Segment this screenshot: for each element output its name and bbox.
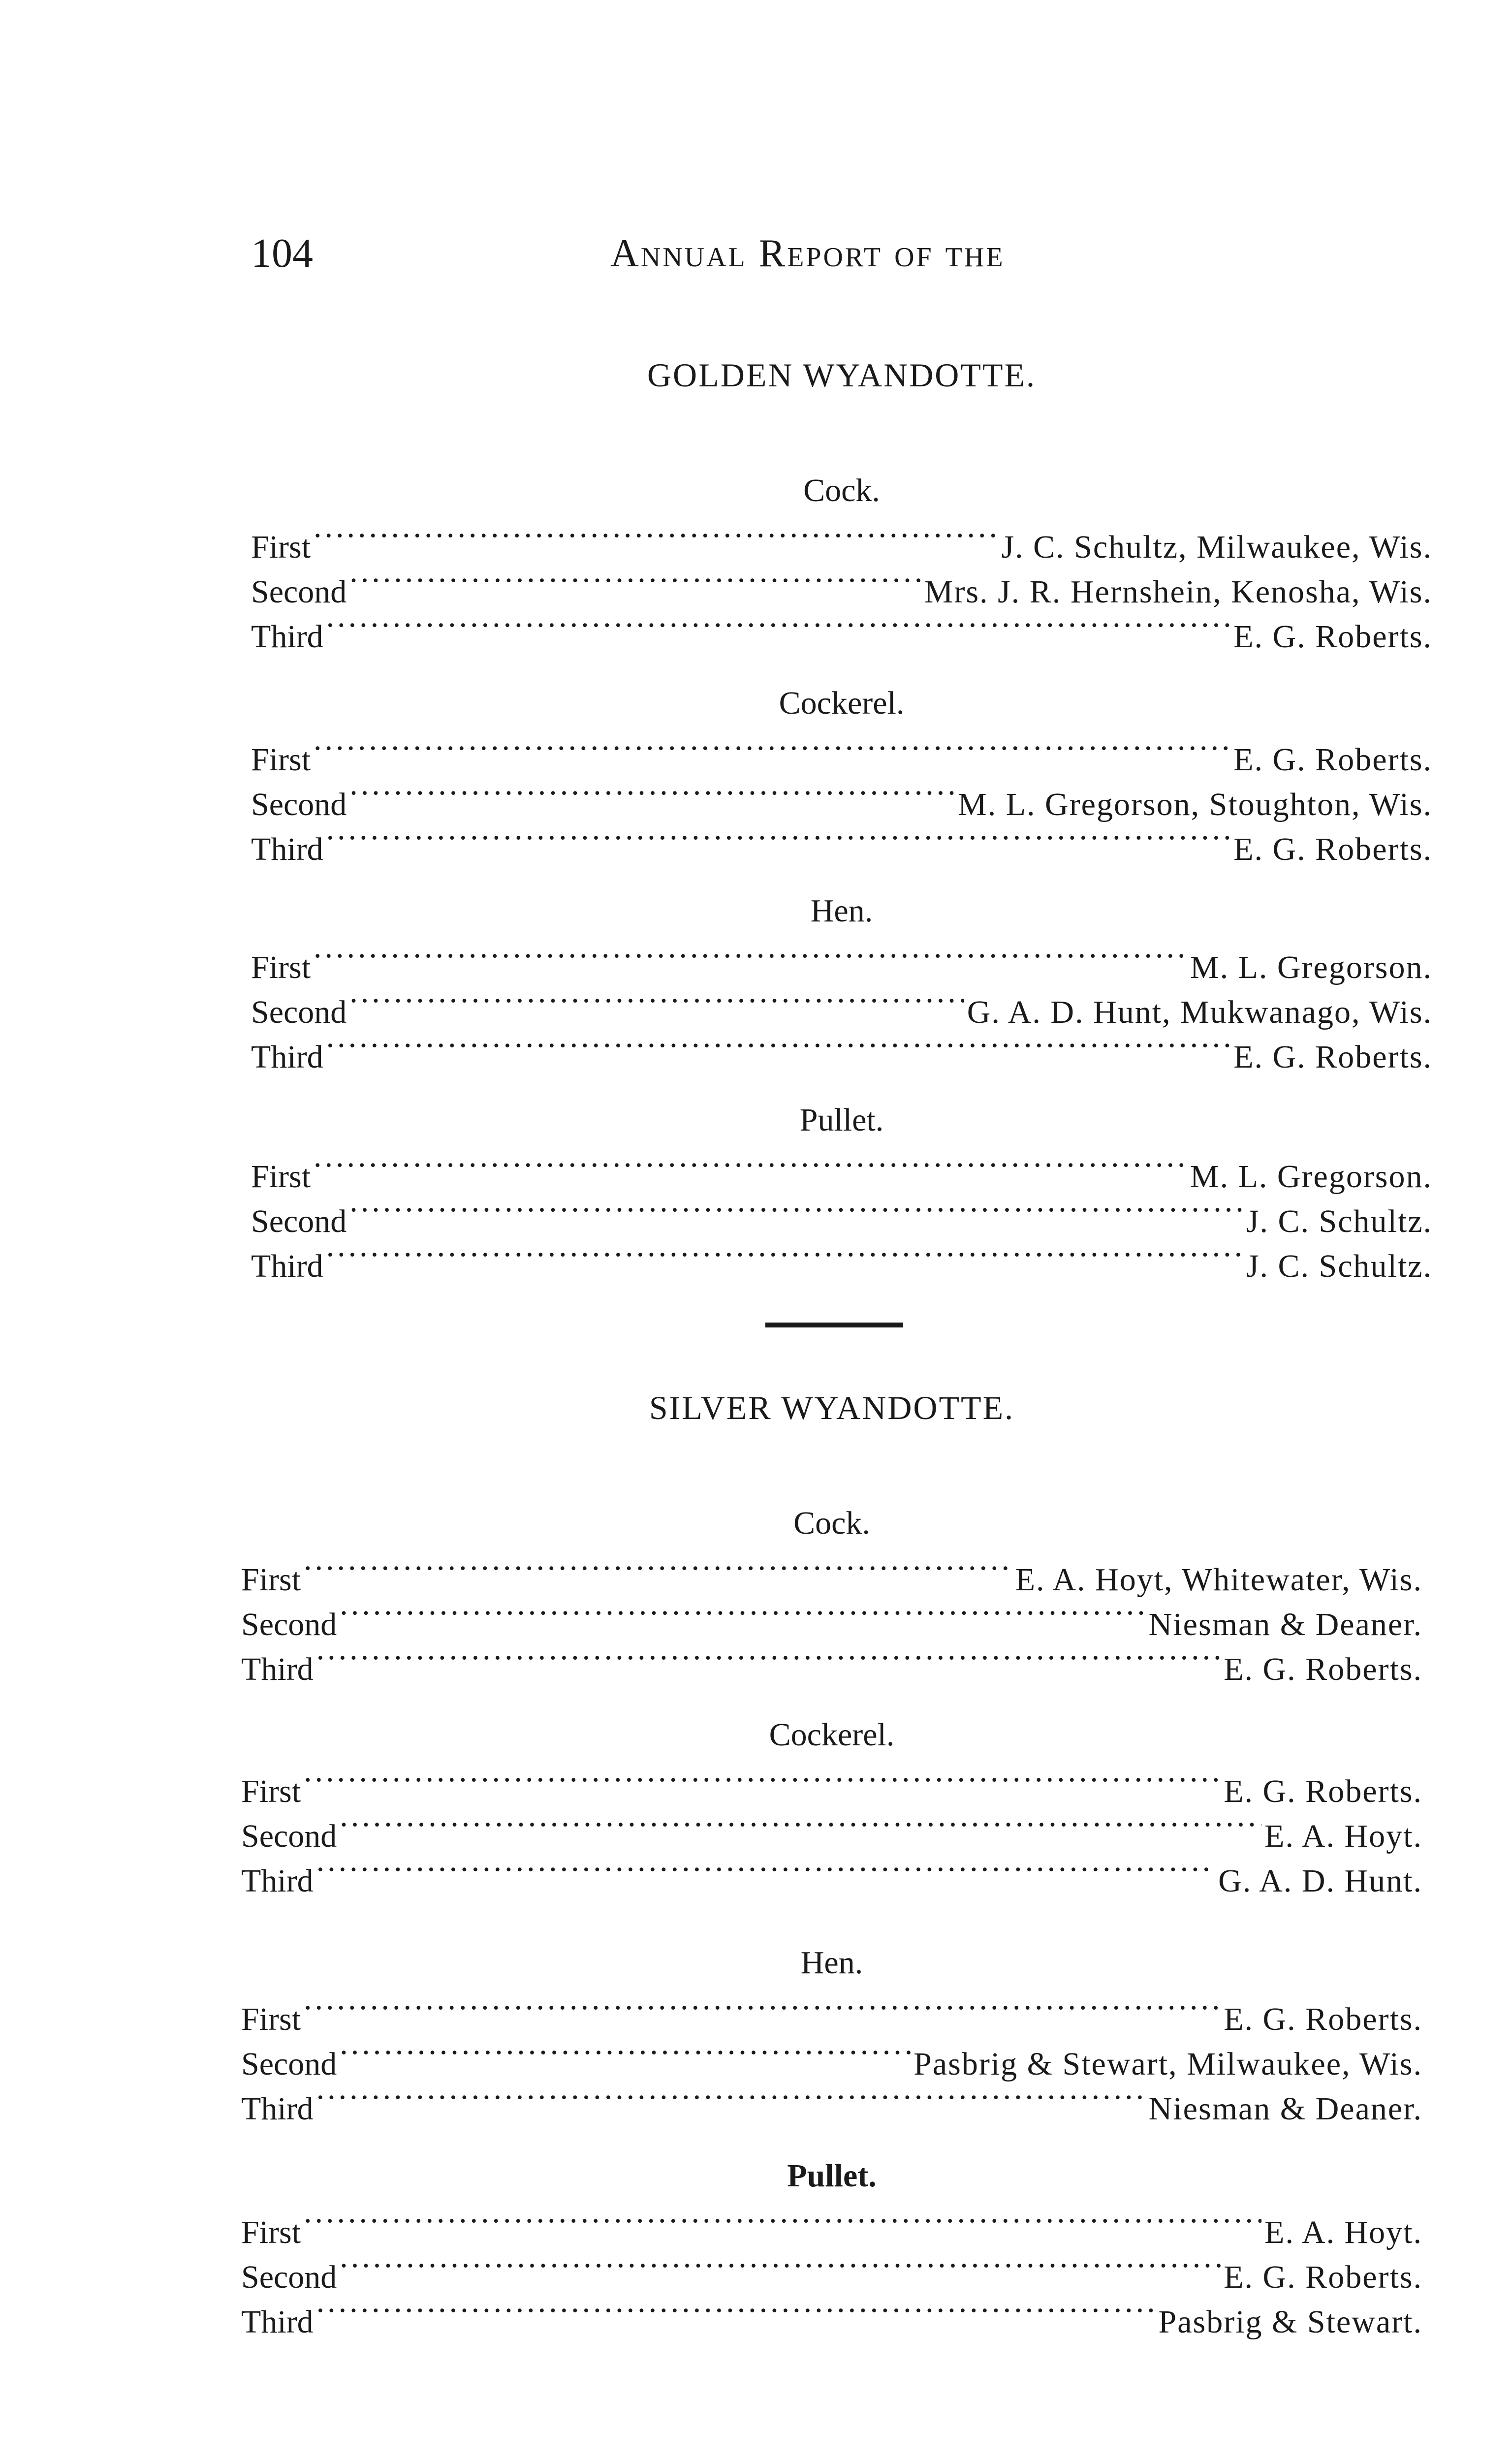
dot-leader (340, 1802, 1261, 1847)
award-entry (241, 1847, 1422, 1899)
award-place: Third (251, 1248, 323, 1284)
dot-leader (304, 1985, 1221, 2030)
award-winner: Niesman & Deaner. (1148, 1607, 1422, 1642)
award-winner: E. G. Roberts. (1233, 742, 1432, 778)
dot-leader (340, 2030, 911, 2075)
class-title: Cockerel. (769, 1717, 895, 1753)
award-entry (241, 1985, 1422, 2037)
dot-leader (304, 2198, 1261, 2243)
award-place: Second (251, 994, 347, 1030)
dot-leader (340, 2243, 1221, 2288)
award-place: First (251, 529, 311, 565)
award-winner: M. L. Gregorson. (1190, 1159, 1432, 1195)
award-winner: E. G. Roberts. (1233, 619, 1432, 655)
section-silver-wyandotte (241, 1383, 1422, 2340)
award-winner: Niesman & Deaner. (1148, 2091, 1422, 2127)
dot-leader (326, 602, 1231, 647)
class-block-cockerel (251, 681, 1432, 867)
class-title: Cock. (793, 1505, 870, 1541)
award-place: Third (251, 619, 323, 655)
award-place: Second (241, 1607, 337, 1642)
award-entry (251, 1142, 1432, 1195)
award-winner: E. G. Roberts. (1233, 1039, 1432, 1075)
dot-leader (340, 1590, 1145, 1635)
award-winner: Pasbrig & Stewart. (1158, 2304, 1422, 2340)
award-entry (251, 513, 1432, 565)
dot-leader (349, 770, 955, 815)
award-winner: E. G. Roberts. (1233, 831, 1432, 867)
class-block-pullet (241, 2154, 1422, 2340)
class-block-cockerel (241, 1713, 1422, 1899)
class-title: Hen. (800, 1945, 863, 1981)
award-place: First (241, 1773, 301, 1809)
dot-leader (314, 1142, 1187, 1187)
award-winner: E. A. Hoyt, Whitewater, Wis. (1015, 1562, 1422, 1598)
award-place: Third (241, 1651, 314, 1687)
dot-leader (314, 726, 1230, 770)
dot-leader (316, 2075, 1146, 2119)
award-place: Second (251, 1203, 347, 1239)
award-place: First (251, 1159, 311, 1195)
dot-leader (326, 1232, 1243, 1277)
award-winner: J. C. Schultz, Milwaukee, Wis. (1001, 529, 1432, 565)
running-title: Annual Report of the (610, 232, 1005, 275)
class-block-cock (251, 469, 1432, 655)
class-title: Pullet. (787, 2158, 877, 2194)
award-place: Third (241, 2304, 314, 2340)
dot-leader (316, 1635, 1221, 1680)
dot-leader (349, 978, 964, 1023)
award-winner: J. C. Schultz. (1246, 1203, 1432, 1239)
award-winner: M. L. Gregorson. (1190, 949, 1432, 985)
award-entry (241, 1802, 1422, 1854)
award-place: First (251, 949, 311, 985)
award-winner: M. L. Gregorson, Stoughton, Wis. (958, 787, 1432, 822)
award-place: Second (251, 787, 347, 822)
page-header (251, 224, 1432, 293)
class-block-hen (241, 1941, 1422, 2127)
award-winner: Pasbrig & Stewart, Milwaukee, Wis. (914, 2046, 1422, 2082)
section-title: SILVER WYANDOTTE. (649, 1389, 1015, 1426)
dot-leader (314, 933, 1187, 978)
award-winner: Mrs. J. R. Hernshein, Kenosha, Wis. (924, 574, 1432, 610)
class-block-pullet (251, 1098, 1432, 1284)
dot-leader (349, 558, 921, 602)
section-title: GOLDEN WYANDOTTE. (647, 356, 1037, 394)
award-winner: G. A. D. Hunt, Mukwanago, Wis. (967, 994, 1432, 1030)
award-entry (241, 2198, 1422, 2250)
dot-leader (316, 1847, 1216, 1892)
award-winner: E. G. Roberts. (1224, 1651, 1422, 1687)
award-place: First (241, 1562, 301, 1598)
section-divider (765, 1323, 903, 1327)
award-winner: J. C. Schultz. (1246, 1248, 1432, 1284)
dot-leader (304, 1546, 1012, 1590)
award-place: Third (251, 1039, 323, 1075)
dot-leader (326, 815, 1231, 860)
award-place: Second (241, 2046, 337, 2082)
award-winner: E. G. Roberts. (1224, 2001, 1422, 2037)
dot-leader (316, 2288, 1156, 2333)
award-place: Third (241, 1863, 314, 1899)
award-entry (241, 2243, 1422, 2295)
award-place: First (241, 2214, 301, 2250)
award-winner: E. G. Roberts. (1224, 1773, 1422, 1809)
award-winner: E. A. Hoyt. (1264, 2214, 1422, 2250)
dot-leader (349, 1187, 1243, 1232)
award-place: Third (241, 2091, 314, 2127)
award-winner: E. G. Roberts. (1224, 2259, 1422, 2295)
dot-leader (326, 1023, 1231, 1068)
award-place: Third (251, 831, 323, 867)
award-entry (241, 1757, 1422, 1809)
dot-leader (314, 513, 998, 558)
award-winner: G. A. D. Hunt. (1218, 1863, 1422, 1899)
section-golden-wyandotte (251, 350, 1432, 1284)
class-title: Pullet. (799, 1102, 884, 1138)
class-title: Cock. (803, 473, 880, 508)
page-number: 104 (251, 230, 313, 276)
award-place: Second (241, 2259, 337, 2295)
class-title: Cockerel. (779, 685, 905, 721)
award-place: Second (241, 1818, 337, 1854)
award-entry (241, 1546, 1422, 1598)
class-block-cock (241, 1501, 1422, 1687)
award-place: First (251, 742, 311, 778)
class-title: Hen. (810, 893, 873, 929)
award-place: First (241, 2001, 301, 2037)
award-entry (251, 933, 1432, 985)
award-entry (251, 726, 1432, 778)
class-block-hen (251, 889, 1432, 1075)
award-winner: E. A. Hoyt. (1264, 1818, 1422, 1854)
award-place: Second (251, 574, 347, 610)
dot-leader (304, 1757, 1221, 1802)
